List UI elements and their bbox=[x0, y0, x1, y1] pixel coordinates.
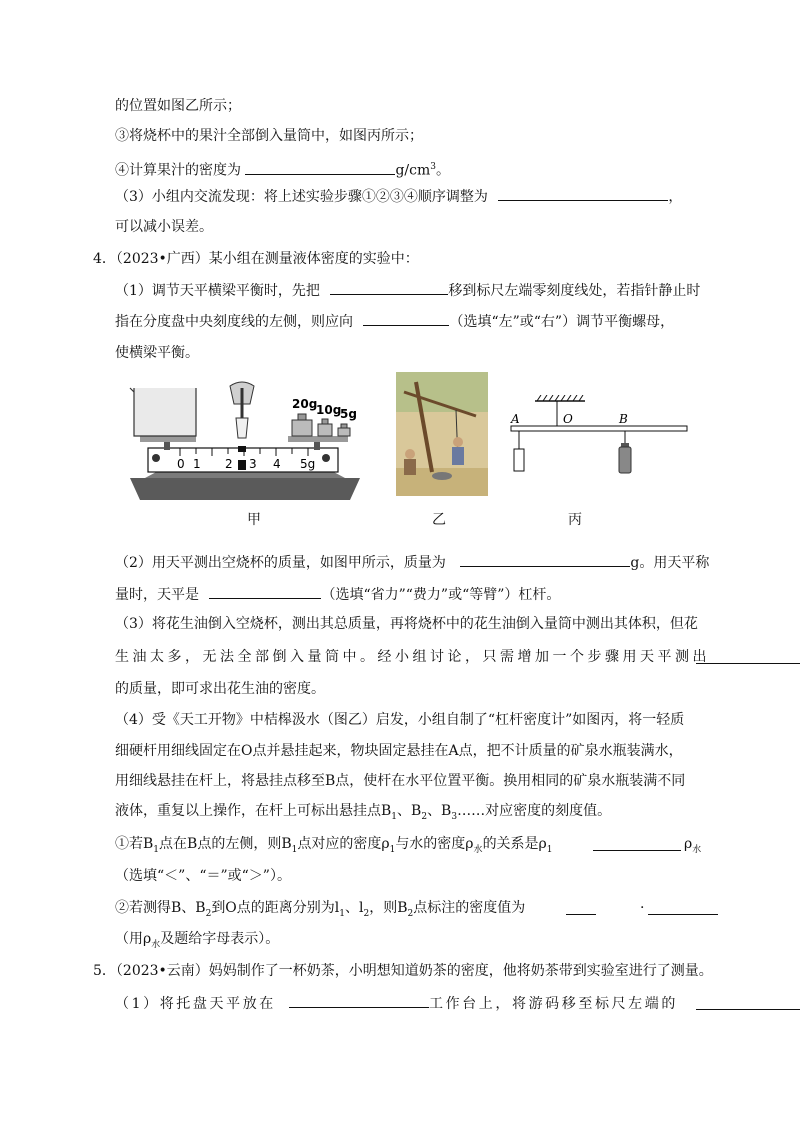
text-line-8: 使横梁平衡。 bbox=[115, 345, 199, 361]
caption-bing: 丙 bbox=[568, 512, 582, 528]
answer-blank[interactable] bbox=[209, 584, 321, 599]
scale-number: 1 bbox=[193, 457, 201, 471]
text-line-2: ③将烧杯中的果汁全部倒入量筒中，如图丙所示； bbox=[115, 128, 423, 144]
text-line-21: （用$\rho_水$及题给字母表示）。 bbox=[115, 931, 280, 950]
answer-blank[interactable] bbox=[498, 186, 668, 201]
text-line-1: 的位置如图乙所示； bbox=[115, 98, 241, 114]
scale-number: 3 bbox=[249, 457, 257, 471]
text-rho-water: $\rho_水$ bbox=[684, 836, 702, 855]
weight-label: 10g bbox=[316, 403, 342, 417]
answer-blank[interactable] bbox=[648, 900, 718, 915]
weight-label: 20g bbox=[292, 397, 318, 411]
text-line-11: （3）将花生油倒入空烧杯，测出其总质量，再将烧杯中的花生油倒入量筒中测出其体积，但花 bbox=[115, 616, 698, 632]
text-line-10: 量时，天平是 （选填“省力”“费力”或“等臂”）杠杆。 bbox=[115, 584, 560, 605]
answer-blank[interactable] bbox=[593, 836, 681, 851]
answer-blank[interactable] bbox=[696, 995, 800, 1010]
text-line-15: 细硬杆用细线固定在O点并悬挂起来，物块固定悬挂在A点，把不计质量的矿泉水瓶装满水， bbox=[115, 743, 683, 759]
answer-blank[interactable] bbox=[245, 160, 395, 175]
well-sweep-illustration bbox=[396, 372, 488, 496]
text-line-13: 的质量，即可求出花生油的密度。 bbox=[115, 681, 325, 697]
answer-blank[interactable] bbox=[460, 552, 630, 567]
scale-number: 4 bbox=[273, 457, 281, 471]
label-a: A bbox=[511, 412, 520, 426]
lever-density-meter bbox=[505, 395, 690, 480]
scale-number: 0 bbox=[177, 457, 185, 471]
scale-number: 5g bbox=[300, 457, 316, 471]
label-b: B bbox=[619, 412, 628, 426]
text-line-19: （选填“＜”、“＝”或“＞”）。 bbox=[115, 868, 291, 884]
text-line-18: ①若$B_1$点在B点的左侧，则$B_1$点对应的密度$\rho_1$与水的密度$\rho_水$的关系是$\rho_1$ bbox=[115, 836, 553, 855]
text-line-5: 可以减小误差。 bbox=[115, 219, 213, 235]
answer-blank[interactable] bbox=[696, 649, 800, 664]
balance-figure bbox=[120, 378, 370, 506]
text-line-16: 用细线悬挂在杆上，将悬挂点移至B点，使杆在水平位置平衡。换用相同的矿泉水瓶装满不同 bbox=[115, 773, 686, 789]
answer-blank[interactable] bbox=[330, 280, 448, 295]
question-5-heading: 5．（2023•云南）妈妈制作了一杯奶茶，小明想知道奶茶的密度，他将奶茶带到实验室进行了测量。 bbox=[93, 963, 713, 979]
weight-label: 5g bbox=[340, 407, 357, 421]
label-o: O bbox=[563, 412, 573, 426]
answer-blank[interactable] bbox=[566, 900, 596, 915]
text-line-14: （4）受《天工开物》中桔槔汲水（图乙）启发，小组自制了“杠杆密度计”如图丙，将一轻质 bbox=[115, 712, 685, 728]
text-line-3: ④计算果汁的密度为 $g/cm^3$。 bbox=[115, 157, 450, 181]
scale-number: 2 bbox=[225, 457, 233, 471]
caption-jia: 甲 bbox=[247, 512, 261, 528]
text-dot: · bbox=[640, 900, 645, 916]
text-line-20: ②若测得B、$B_2$到O点的距离分别为$l_1$、$l_2$，则$B_2$点标注的密度值为 bbox=[115, 900, 526, 919]
text-line-17: 液体，重复以上操作，在杆上可标出悬挂点$B_1$、$B_2$、$B_3\dots\dots$对应密度的刻度值。 bbox=[115, 803, 612, 822]
answer-blank[interactable] bbox=[289, 993, 429, 1008]
question-4-heading: 4．（2023•广西）某小组在测量液体密度的实验中： bbox=[93, 251, 419, 267]
text-line-12: 生油太多，无法全部倒入量筒中。经小组讨论，只需增加一个步骤用天平测出 bbox=[115, 649, 710, 665]
text-line-9: （2）用天平测出空烧杯的质量，如图甲所示，质量为 g。用天平称 bbox=[115, 552, 709, 573]
answer-blank[interactable] bbox=[363, 311, 449, 326]
caption-yi: 乙 bbox=[432, 512, 446, 528]
text-line-7: 指在分度盘中央刻度线的左侧，则应向 （选填“左”或“右”）调节平衡螺母， bbox=[115, 311, 674, 332]
text-line-4: （3）小组内交流发现：将上述实验步骤①②③④顺序调整为 ， bbox=[115, 186, 682, 207]
text-line-22: （1）将托盘天平放在 工作台上，将游码移至标尺左端的 bbox=[115, 993, 678, 1014]
text-line-6: （1）调节天平横梁平衡时，先把 移到标尺左端零刻度线处，若指针静止时 bbox=[115, 280, 700, 301]
